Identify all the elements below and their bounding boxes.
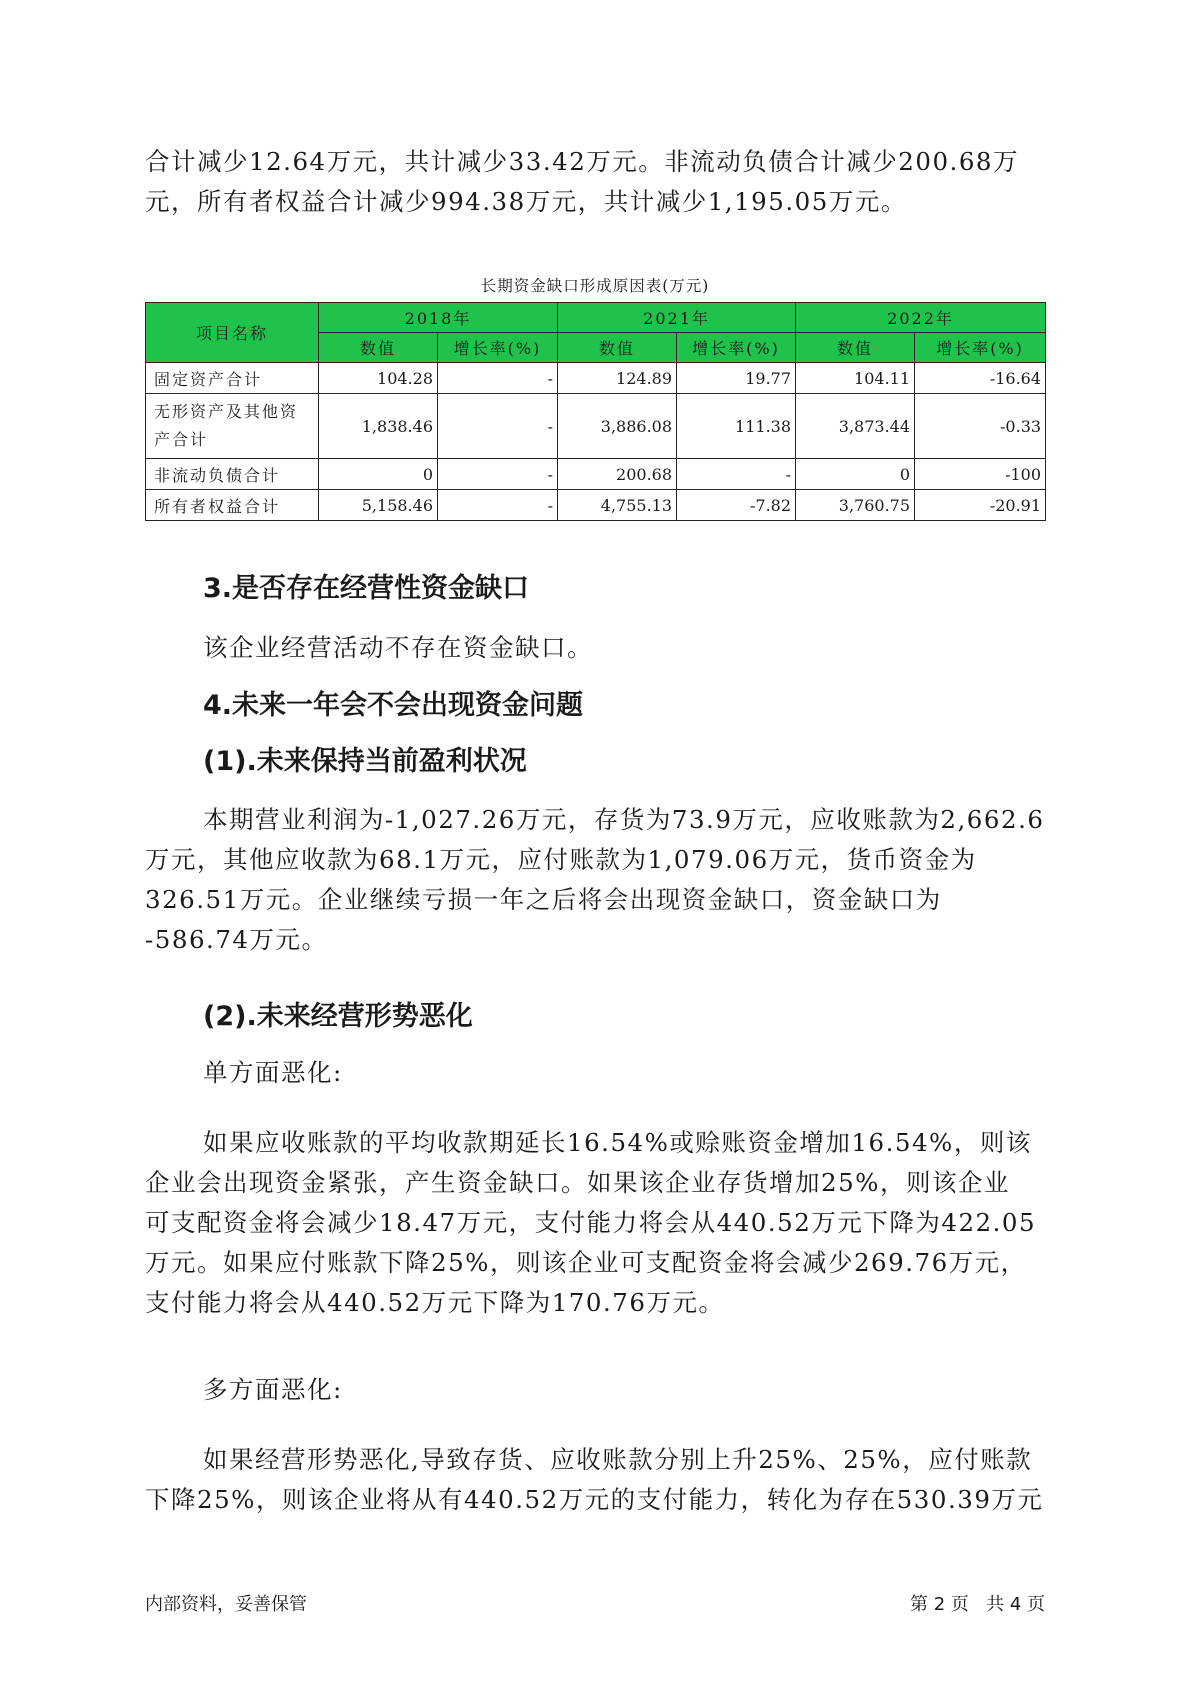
table-row [146,490,1046,521]
header-rate: 增长率(%) [677,333,796,363]
paragraph-line: 可支配资金将会减少18.47万元，支付能力将会从440.52万元下降为422.05 [145,1208,1037,1237]
multi-deterioration-paragraph [145,1440,1045,1520]
table-cell: - [438,394,558,459]
row-name: 固定资产合计 [146,363,319,394]
row-name [146,394,319,459]
table-cell: 3,873.44 [796,394,915,459]
footer-page-number: 第 2 页 共 4 页 [910,1594,1045,1615]
header-value: 数值 [558,333,677,363]
paragraph-line: 326.51万元。企业继续亏损一年之后将会出现资金缺口，资金缺口为 [145,885,942,914]
table-cell: 111.38 [677,394,796,459]
table-cell: -0.33 [915,394,1046,459]
footer-confidential: 内部资料，妥善保管 [145,1594,307,1615]
table-row [146,363,1046,394]
header-rate: 增长率(%) [915,333,1046,363]
single-deterioration-label: 单方面恶化: [203,1058,343,1087]
multi-deterioration-label: 多方面恶化: [203,1375,343,1404]
table-cell: -100 [915,459,1046,490]
header-rate: 增长率(%) [438,333,558,363]
paragraph-line: 支付能力将会从440.52万元下降为170.76万元。 [145,1288,725,1317]
table-cell: - [438,459,558,490]
paragraph-line: 万元。如果应付账款下降25%，则该企业可支配资金将会减少269.76万元， [145,1248,1027,1277]
table-cell: 1,838.46 [319,394,438,459]
table-cell: -20.91 [915,490,1046,521]
header-value: 数值 [319,333,438,363]
table-cell: 124.89 [558,363,677,394]
header-value: 数值 [796,333,915,363]
header-year: 2022年 [796,303,1046,333]
intro-line: 合计减少12.64万元，共计减少33.42万元。非流动负债合计减少200.68万 [145,147,1020,176]
table-cell: 104.11 [796,363,915,394]
table-cell: 200.68 [558,459,677,490]
table-cell: - [438,490,558,521]
paragraph-line: 万元，其他应收款为68.1万元，应付账款为1,079.06万元，货币资金为 [145,845,977,874]
table-cell: 3,886.08 [558,394,677,459]
paragraph-line: -586.74万元。 [145,925,328,954]
single-deterioration-paragraph [145,1123,1045,1323]
section-3-heading: 3.是否存在经营性资金缺口 [203,573,530,604]
intro-line: 元，所有者权益合计减少994.38万元，共计减少1,195.05万元。 [145,187,907,216]
table-cell: -16.64 [915,363,1046,394]
table-cell: - [438,363,558,394]
header-item-name: 项目名称 [146,303,319,363]
paragraph-line: 如果经营形势恶化,导致存货、应收账款分别上升25%、25%，应付账款 [203,1445,1033,1474]
paragraph-line: 如果应收账款的平均收款期延长16.54%或赊账资金增加16.54%，则该 [203,1128,1032,1157]
paragraph-line: 本期营业利润为-1,027.26万元，存货为73.9万元，应收账款为2,662.6 [203,805,1045,834]
subsection-1-heading: (1).未来保持当前盈利状况 [203,746,527,777]
section-3-text: 该企业经营活动不存在资金缺口。 [203,633,593,662]
table-cell: 4,755.13 [558,490,677,521]
table-cell: 19.77 [677,363,796,394]
table-cell: -7.82 [677,490,796,521]
intro-paragraph [145,142,1045,222]
subsection-1-paragraph [145,800,1045,960]
table-cell: 0 [796,459,915,490]
table-row [146,394,1046,459]
row-name-text: 无形资产及其他资产合计 [154,402,299,449]
paragraph-line: 企业会出现资金紧张，产生资金缺口。如果该企业存货增加25%，则该企业 [145,1168,1010,1197]
table-cell: - [677,459,796,490]
table-row [146,459,1046,490]
subsection-2-heading: (2).未来经营形势恶化 [203,1001,473,1032]
section-4-heading: 4.未来一年会不会出现资金问题 [203,690,584,721]
header-year: 2018年 [319,303,558,333]
table-cell: 0 [319,459,438,490]
table-cell: 104.28 [319,363,438,394]
header-year: 2021年 [558,303,796,333]
paragraph-line: 下降25%，则该企业将从有440.52万元的支付能力，转化为存在530.39万元 [145,1485,1044,1514]
table-cell: 3,760.75 [796,490,915,521]
row-name: 非流动负债合计 [146,459,319,490]
table-caption: 长期资金缺口形成原因表(万元) [480,277,710,295]
capital-gap-table [145,302,1046,521]
table-cell: 5,158.46 [319,490,438,521]
row-name: 所有者权益合计 [146,490,319,521]
